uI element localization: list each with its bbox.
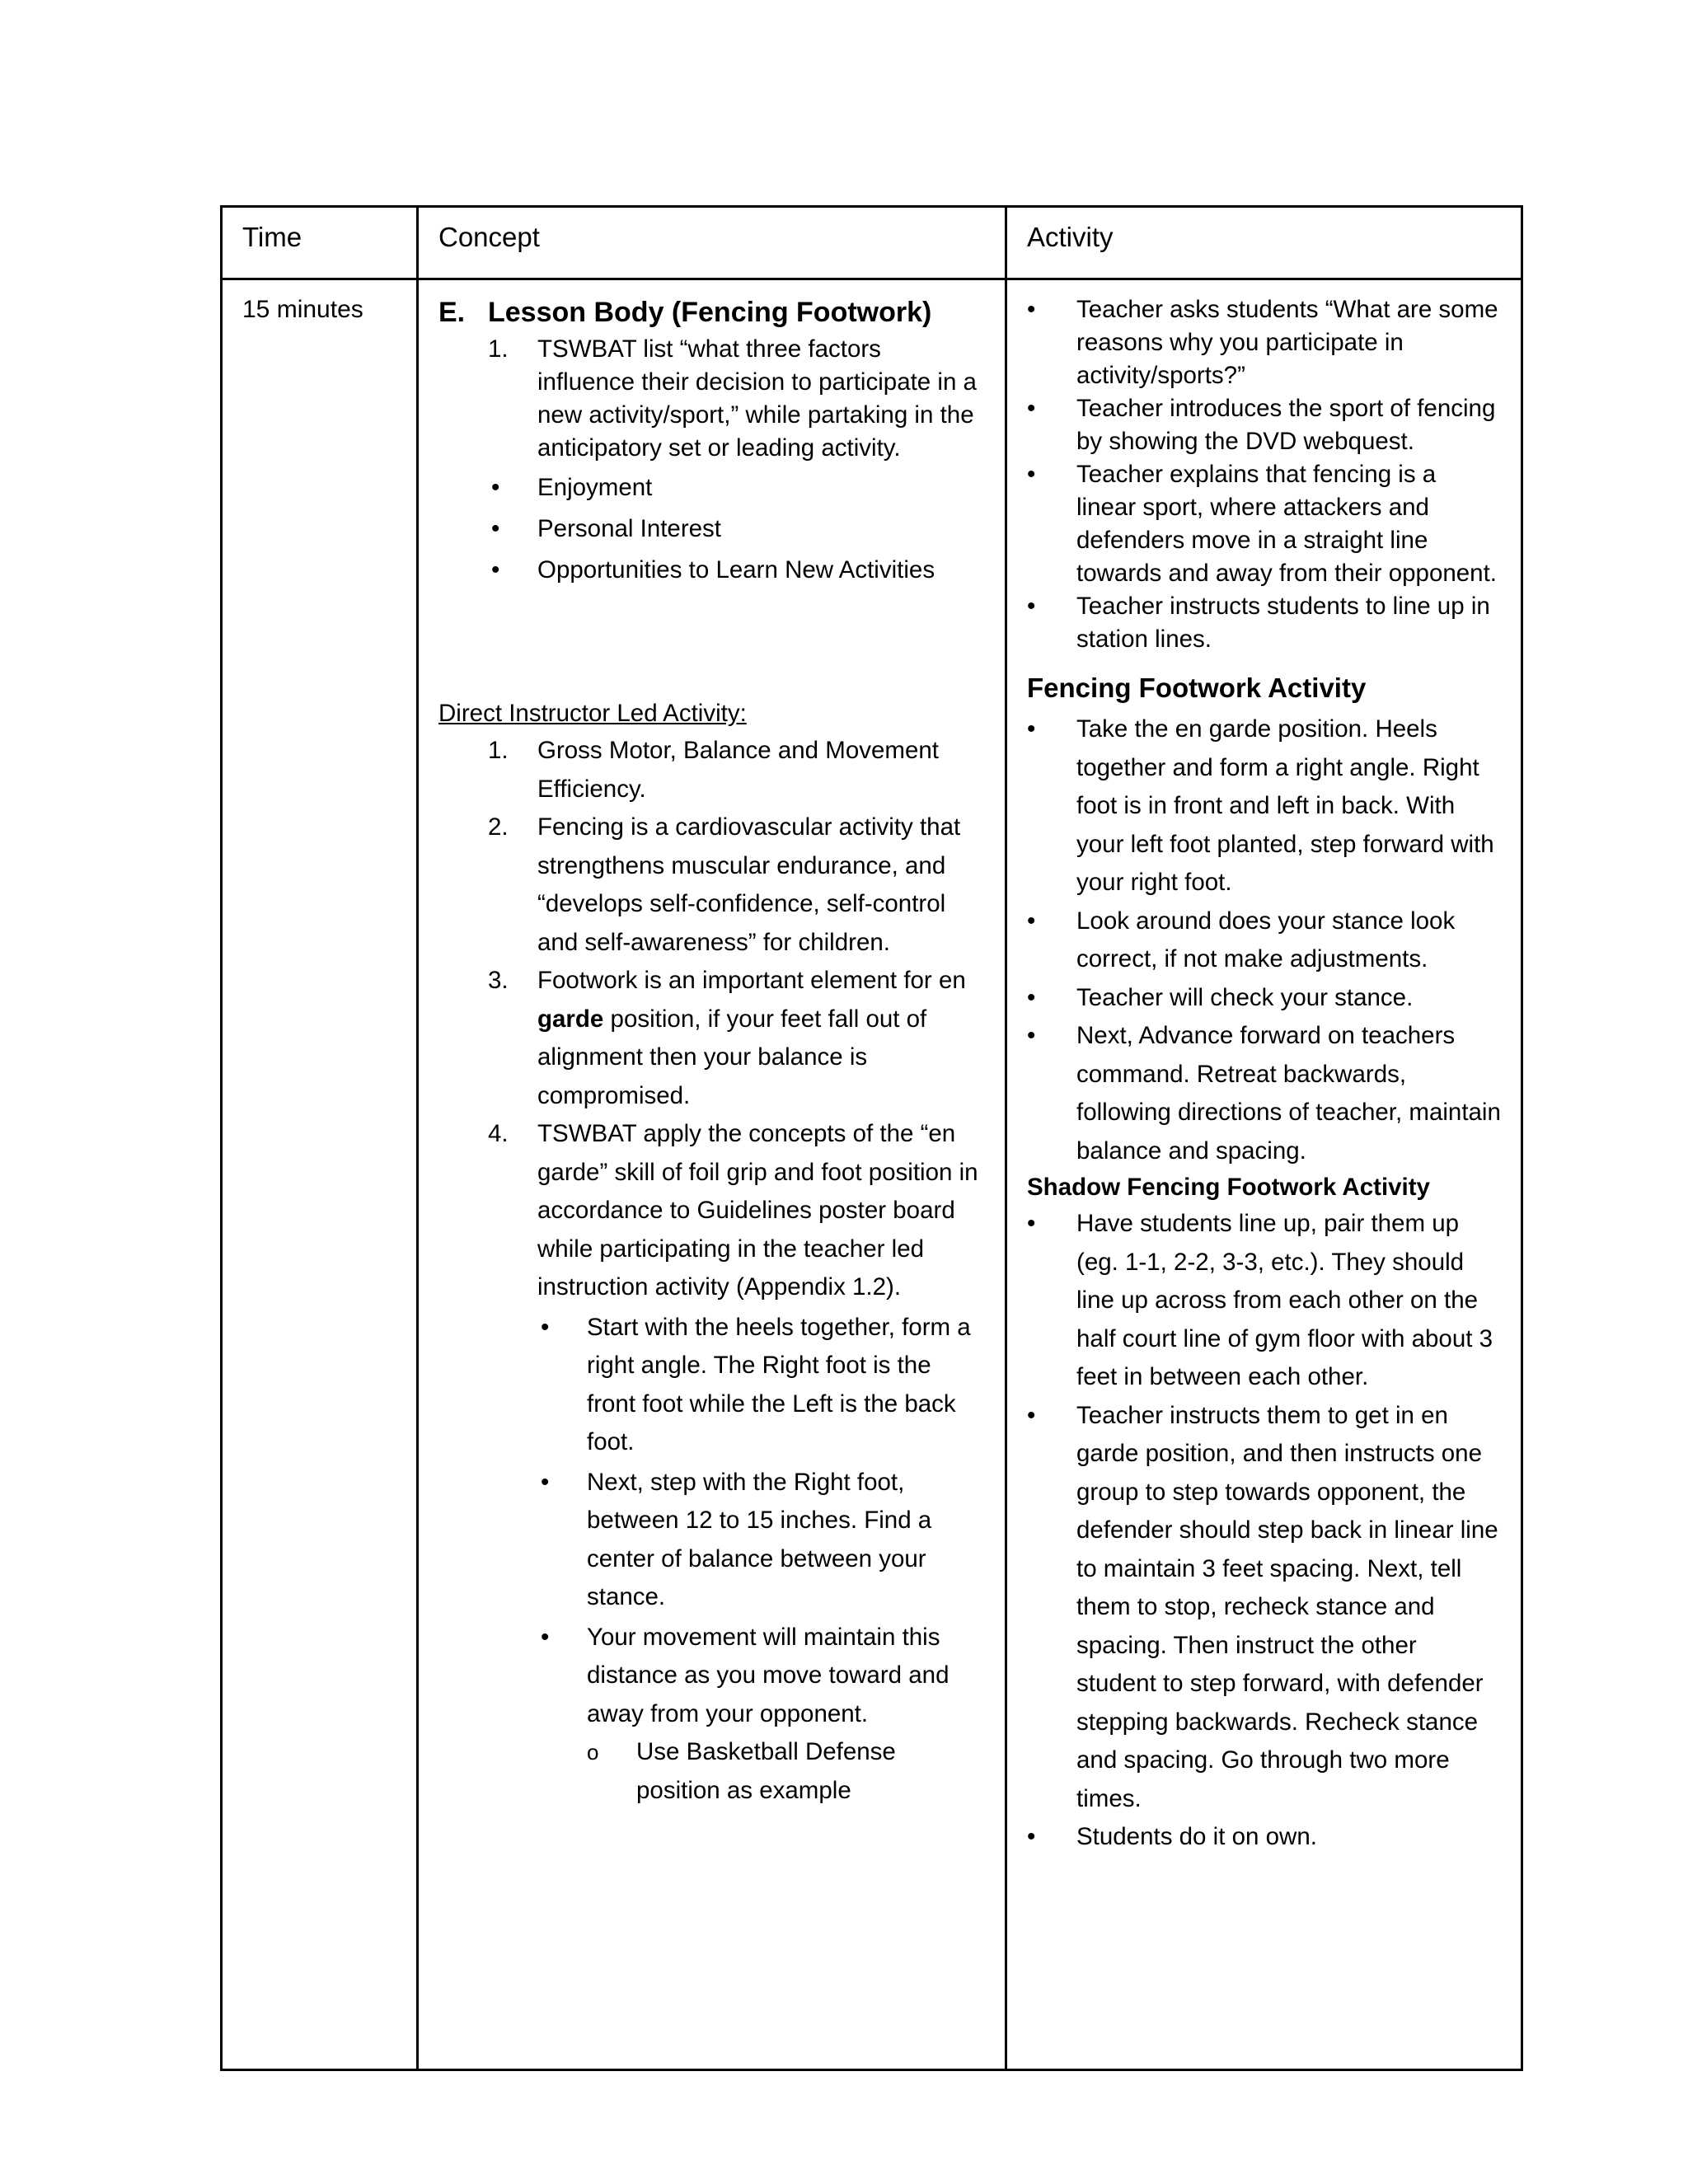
direct-activity-list	[438, 732, 985, 1307]
header-time: Time	[222, 207, 418, 279]
direct-activity-title: Direct Instructor Led Activity:	[438, 700, 747, 727]
en-garde-steps	[537, 1309, 985, 1734]
direct-item-text: Gross Motor, Balance and Movement Efficiency.	[537, 737, 939, 803]
direct-item-number: 1.	[488, 737, 509, 764]
direct-item-text: TSWBAT apply the concepts of the “en garde” skill of foil grip and foot position in accordance to Guidelines poster board while participating in the teacher led instruction activity (Appendix 1.2).	[537, 1120, 978, 1301]
shadow-list	[1027, 1205, 1501, 1857]
direct-item-bold-word: garde	[537, 1005, 604, 1033]
time-cell: 15 minutes	[222, 279, 418, 2070]
shadow-item: • Students do it on own.	[1027, 1818, 1501, 1857]
footwork-item: • Take the en garde position. Heels together and form a right angle. Right foot is in front and left in back. With your left foot planted, step forward with your right foot.	[1027, 710, 1501, 902]
en-garde-step: • Next, step with the Right foot, between 12 to 15 inches. Find a center of balance between your stance.	[537, 1464, 985, 1617]
footwork-item: • Look around does your stance look correct, if not make adjustments.	[1027, 902, 1501, 979]
objective-list	[438, 333, 985, 465]
intro-item: • Teacher instructs students to line up in station lines.	[1027, 590, 1501, 656]
intro-item: • Teacher explains that fencing is a linear sport, where attackers and defenders move in a straight line towards and away from their opponent.	[1027, 458, 1501, 590]
header-concept: Concept	[418, 207, 1006, 279]
intro-list	[1027, 293, 1501, 656]
section-letter: E.	[438, 297, 466, 328]
direct-item-number: 3.	[488, 967, 509, 994]
section-title: Lesson Body (Fencing Footwork)	[488, 297, 932, 328]
shadow-item: • Teacher instructs them to get in en garde position, and then instructs one group to step towards opponent, the defender should step back in linear line to maintain 3 feet spacing. Next, tell them to stop, recheck stance and spacing. Then instruct the other student to step forward, with defender stepping backwards. Recheck stance and spacing. Go through two more times.	[1027, 1397, 1501, 1819]
section-heading	[438, 293, 985, 331]
example-list	[537, 1733, 985, 1810]
objective-item	[438, 333, 985, 465]
intro-item: • Teacher introduces the sport of fencing by showing the DVD webquest.	[1027, 392, 1501, 458]
direct-item	[438, 808, 985, 962]
direct-item-text: Fencing is a cardiovascular activity that strengthens muscular endurance, and “develops self-confidence, self-control and self-awareness” for children.	[537, 813, 961, 956]
footwork-list	[1027, 710, 1501, 1170]
factor-item: • Personal Interest	[488, 509, 985, 549]
shadow-activity-heading: Shadow Fencing Footwork Activity	[1027, 1174, 1430, 1201]
factor-item: • Enjoyment	[488, 468, 985, 508]
direct-item-text-end: position, if your feet fall out of alignment then your balance is compromised.	[537, 1005, 927, 1109]
en-garde-step: • Start with the heels together, form a right angle. The Right foot is the front foot while the Left is the back foot.	[537, 1309, 985, 1462]
lesson-row	[222, 279, 1522, 2070]
footwork-item: • Teacher will check your stance.	[1027, 979, 1501, 1018]
direct-item	[438, 732, 985, 808]
objective-number: 1.	[488, 335, 509, 363]
header-activity: Activity	[1006, 207, 1522, 279]
factor-list	[488, 468, 985, 590]
direct-item	[438, 962, 985, 1115]
shadow-item: • Have students line up, pair them up (eg. 1-1, 2-2, 3-3, etc.). They should line up across from each other on the half court line of gym floor with about 3 feet in between each other.	[1027, 1205, 1501, 1397]
footwork-item: • Next, Advance forward on teachers command. Retreat backwards, following directions of teacher, maintain balance and spacing.	[1027, 1017, 1501, 1170]
concept-cell	[418, 279, 1006, 2070]
direct-item	[438, 1115, 985, 1307]
example-item: o Use Basketball Defense position as example	[537, 1733, 985, 1810]
activity-cell	[1006, 279, 1522, 2070]
en-garde-step: • Your movement will maintain this distance as you move toward and away from your opponent.	[537, 1619, 985, 1734]
intro-item: • Teacher asks students “What are some reasons why you participate in activity/sports?”	[1027, 293, 1501, 392]
header-row	[222, 207, 1522, 279]
objective-text: TSWBAT list “what three factors influence their decision to participate in a new activity/sport,” while partaking in the anticipatory set or leading activity.	[537, 335, 977, 462]
footwork-activity-heading: Fencing Footwork Activity	[1027, 673, 1367, 703]
direct-item-number: 2.	[488, 813, 509, 841]
factor-item: • Opportunities to Learn New Activities	[488, 551, 985, 590]
direct-item-number: 4.	[488, 1120, 509, 1147]
direct-item-text-start: Footwork is an important element for en	[537, 967, 966, 994]
lesson-plan-table	[220, 205, 1523, 2071]
